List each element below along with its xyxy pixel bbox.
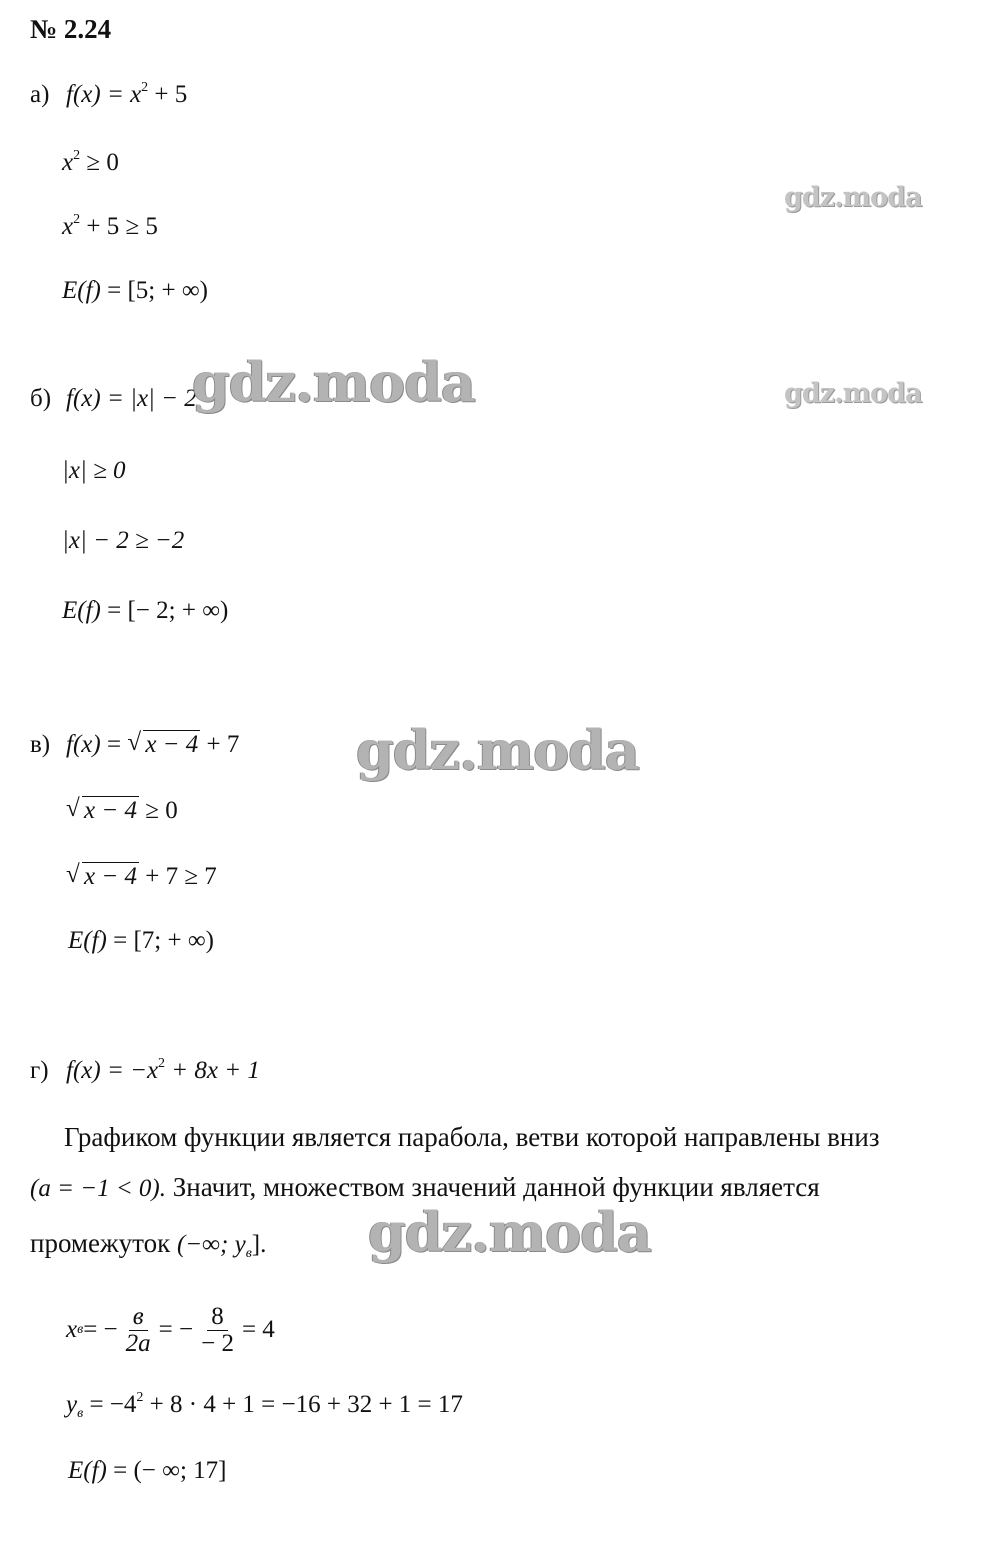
part-b-equation: б) f(x) = |x| − 2 <box>30 385 197 412</box>
part-g-vertex-x: x в = − $\frac{в}{2a}$ = − $\frac{8}{- 2}$ = 4 <box>66 1302 275 1357</box>
watermark-logo: gdz.moda <box>192 350 475 414</box>
watermark-logo: gdz.moda <box>784 182 922 213</box>
fraction-b-over-2a: $\frac{в}{2a}$ <box>125 1302 151 1357</box>
watermark-logo: gdz.moda <box>784 378 922 409</box>
part-v-label: в) <box>30 731 51 758</box>
part-a-step-2: $x^2 + 5 \ge 5$ <box>62 212 158 240</box>
part-b-step-1: |x| ≥ 0 <box>62 457 126 484</box>
watermark-logo: gdz.moda <box>356 718 639 782</box>
problem-number: № 2.24 <box>30 14 112 44</box>
part-g-paragraph-line-2: (a = −1 < 0). Значит, множеством значений данной функции является <box>30 1172 820 1202</box>
part-b-result: E(f) = [− 2; + ∞) <box>62 597 229 624</box>
part-a-result: E(f) = [5; + ∞) <box>62 277 208 304</box>
part-g-result: E(f) = (− ∞; 17] <box>68 1457 227 1484</box>
part-a-equation: а) $f(x) = x^2 + 5$ <box>30 80 188 108</box>
part-v-result: E(f) = [7; + ∞) <box>68 927 214 954</box>
part-g-paragraph-line-1: Графиком функции является парабола, ветви которой направлены вниз <box>64 1122 880 1152</box>
part-v-step-2: √ x − 4 + 7 ≥ 7 <box>66 861 217 890</box>
part-g-vertex-y: $y_в = -4^2 + 8 \cdot 4 + 1 = -16 + 32 + 1 = 17$ <box>66 1390 463 1421</box>
part-v-step-1: √ x − 4 ≥ 0 <box>66 795 178 824</box>
part-a-step-1: $x^2 \ge 0$ <box>62 148 119 176</box>
part-a-label: а) <box>30 81 50 108</box>
watermark-logo: gdz.moda <box>368 1200 651 1264</box>
fraction-8-over-minus-2: $\frac{8}{- 2}$ <box>201 1302 234 1357</box>
part-g-paragraph-line-3: промежуток (−∞; $y_в$]. <box>30 1228 267 1261</box>
part-b-label: б) <box>30 385 52 412</box>
sqrt-symbol: √ x − 4 <box>127 729 199 758</box>
part-v-equation: в) f(x) = √ x − 4 + 7 <box>30 729 240 758</box>
part-g-equation: г) $f(x) = -x^2 + 8x + 1$ <box>30 1056 260 1084</box>
part-g-label: г) <box>30 1057 49 1084</box>
part-b-step-2: |x| − 2 ≥ −2 <box>62 527 185 554</box>
